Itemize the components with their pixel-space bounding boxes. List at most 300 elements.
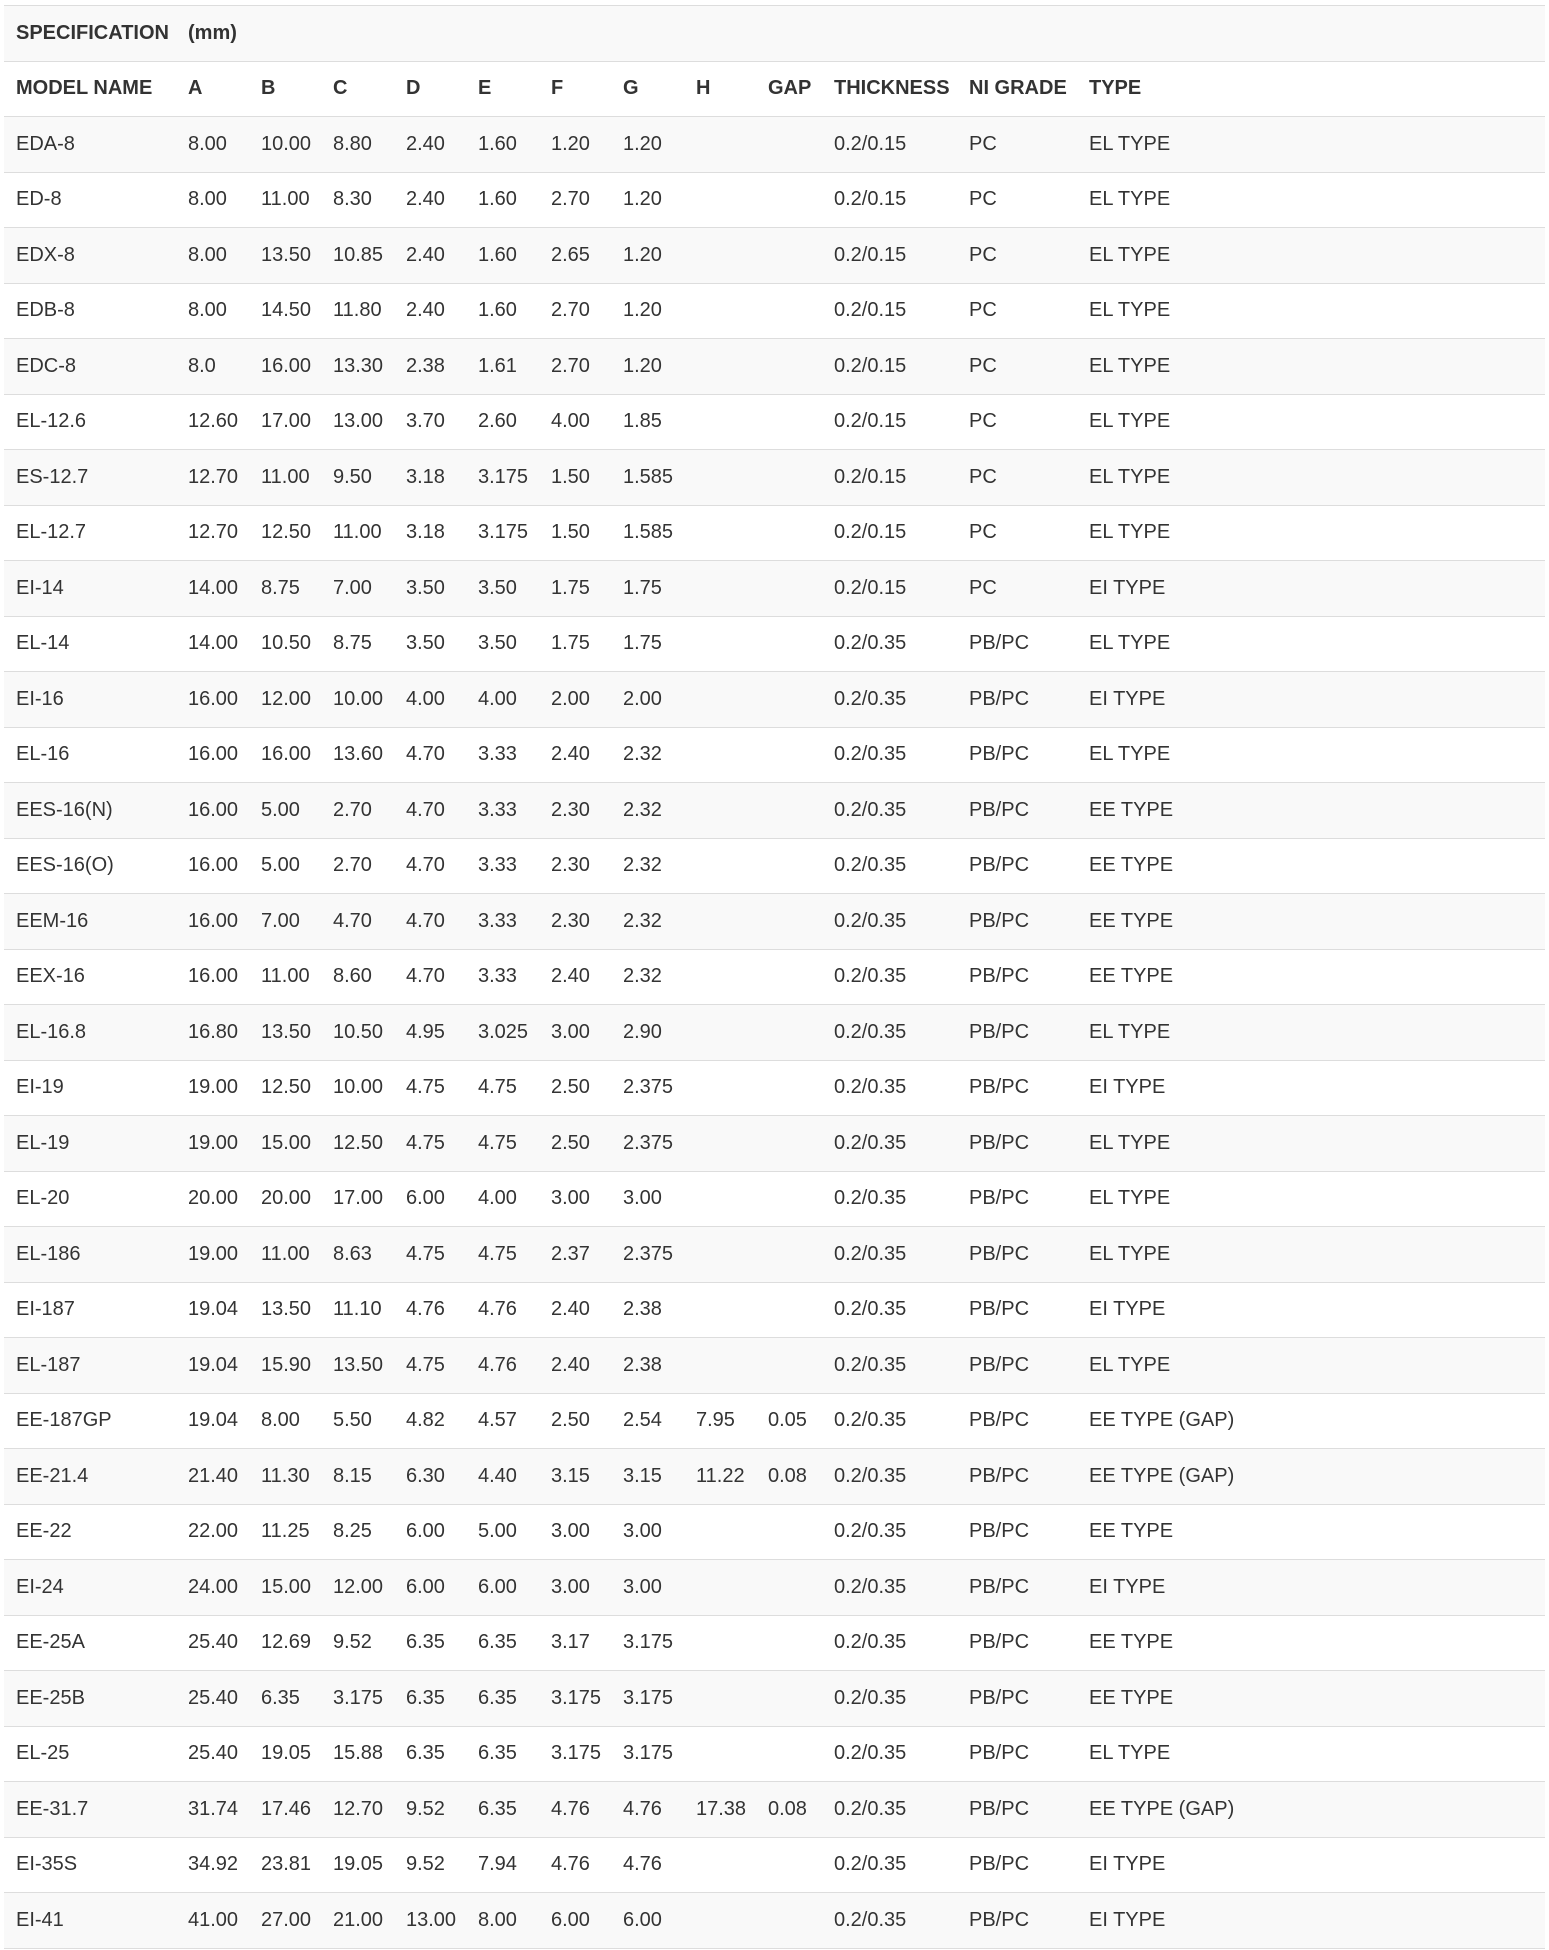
cell-thickness: 0.2/0.35 bbox=[822, 727, 957, 783]
cell-h bbox=[684, 727, 756, 783]
cell-thickness: 0.2/0.15 bbox=[822, 283, 957, 339]
cell-gap bbox=[756, 1060, 822, 1116]
cell-b: 15.00 bbox=[249, 1116, 321, 1172]
cell-b: 8.00 bbox=[249, 1393, 321, 1449]
table-row bbox=[4, 1671, 1545, 1727]
cell-h bbox=[684, 1504, 756, 1560]
cell-f: 2.70 bbox=[539, 172, 611, 228]
cell-g: 2.32 bbox=[611, 894, 684, 950]
cell-gap bbox=[756, 339, 822, 395]
cell-e: 4.40 bbox=[466, 1449, 539, 1505]
cell-e: 3.33 bbox=[466, 783, 539, 839]
cell-b: 27.00 bbox=[249, 1893, 321, 1949]
cell-type: EL TYPE bbox=[1077, 117, 1545, 173]
cell-type: EL TYPE bbox=[1077, 450, 1545, 506]
cell-f: 2.00 bbox=[539, 672, 611, 728]
col-header-g: G bbox=[611, 61, 684, 117]
table-row bbox=[4, 1726, 1545, 1782]
cell-thickness: 0.2/0.35 bbox=[822, 1504, 957, 1560]
cell-g: 4.76 bbox=[611, 1782, 684, 1838]
cell-h bbox=[684, 1837, 756, 1893]
cell-e: 4.76 bbox=[466, 1282, 539, 1338]
cell-d: 6.35 bbox=[394, 1671, 466, 1727]
column-header-row bbox=[4, 61, 1545, 117]
cell-gap bbox=[756, 1171, 822, 1227]
cell-h bbox=[684, 339, 756, 395]
cell-h bbox=[684, 1893, 756, 1949]
cell-gap bbox=[756, 172, 822, 228]
cell-e: 4.00 bbox=[466, 672, 539, 728]
cell-b: 5.00 bbox=[249, 783, 321, 839]
cell-thickness: 0.2/0.15 bbox=[822, 394, 957, 450]
cell-thickness: 0.2/0.35 bbox=[822, 1726, 957, 1782]
cell-b: 13.50 bbox=[249, 1282, 321, 1338]
cell-b: 14.50 bbox=[249, 283, 321, 339]
cell-h bbox=[684, 1171, 756, 1227]
cell-h bbox=[684, 394, 756, 450]
cell-h bbox=[684, 1005, 756, 1061]
col-header-a: A bbox=[176, 61, 249, 117]
cell-ni-grade: PC bbox=[957, 228, 1077, 284]
cell-g: 2.00 bbox=[611, 672, 684, 728]
cell-h bbox=[684, 172, 756, 228]
table-row bbox=[4, 1338, 1545, 1394]
cell-f: 4.00 bbox=[539, 394, 611, 450]
cell-h: 17.38 bbox=[684, 1782, 756, 1838]
cell-d: 4.75 bbox=[394, 1116, 466, 1172]
col-header-b: B bbox=[249, 61, 321, 117]
cell-d: 4.76 bbox=[394, 1282, 466, 1338]
cell-b: 7.00 bbox=[249, 894, 321, 950]
cell-h bbox=[684, 894, 756, 950]
cell-c: 21.00 bbox=[321, 1893, 394, 1949]
cell-d: 6.00 bbox=[394, 1504, 466, 1560]
cell-f: 2.40 bbox=[539, 1282, 611, 1338]
col-header-model-name: MODEL NAME bbox=[4, 61, 176, 117]
cell-ni-grade: PC bbox=[957, 339, 1077, 395]
cell-b: 11.30 bbox=[249, 1449, 321, 1505]
cell-ni-grade: PB/PC bbox=[957, 1449, 1077, 1505]
cell-model-name: EE-25B bbox=[4, 1671, 176, 1727]
cell-thickness: 0.2/0.35 bbox=[822, 1005, 957, 1061]
cell-e: 3.175 bbox=[466, 505, 539, 561]
table-row bbox=[4, 672, 1545, 728]
cell-model-name: EEX-16 bbox=[4, 949, 176, 1005]
cell-c: 11.00 bbox=[321, 505, 394, 561]
table-row bbox=[4, 838, 1545, 894]
cell-model-name: EI-187 bbox=[4, 1282, 176, 1338]
cell-c: 8.80 bbox=[321, 117, 394, 173]
cell-a: 12.70 bbox=[176, 450, 249, 506]
cell-b: 12.50 bbox=[249, 1060, 321, 1116]
cell-model-name: ES-12.7 bbox=[4, 450, 176, 506]
cell-type: EE TYPE bbox=[1077, 1615, 1545, 1671]
cell-c: 8.30 bbox=[321, 172, 394, 228]
cell-h bbox=[684, 450, 756, 506]
cell-b: 15.00 bbox=[249, 1560, 321, 1616]
cell-type: EE TYPE bbox=[1077, 949, 1545, 1005]
cell-gap bbox=[756, 838, 822, 894]
cell-ni-grade: PB/PC bbox=[957, 1504, 1077, 1560]
cell-a: 21.40 bbox=[176, 1449, 249, 1505]
cell-gap bbox=[756, 727, 822, 783]
cell-b: 12.69 bbox=[249, 1615, 321, 1671]
cell-gap bbox=[756, 1504, 822, 1560]
table-row bbox=[4, 1227, 1545, 1283]
cell-g: 2.375 bbox=[611, 1116, 684, 1172]
cell-f: 3.175 bbox=[539, 1671, 611, 1727]
cell-model-name: EL-16 bbox=[4, 727, 176, 783]
table-row bbox=[4, 727, 1545, 783]
cell-h bbox=[684, 616, 756, 672]
table-body bbox=[4, 117, 1545, 1949]
cell-a: 16.80 bbox=[176, 1005, 249, 1061]
cell-e: 1.60 bbox=[466, 172, 539, 228]
cell-type: EL TYPE bbox=[1077, 727, 1545, 783]
cell-model-name: EDC-8 bbox=[4, 339, 176, 395]
cell-d: 6.35 bbox=[394, 1615, 466, 1671]
cell-b: 8.75 bbox=[249, 561, 321, 617]
cell-ni-grade: PB/PC bbox=[957, 1005, 1077, 1061]
cell-h bbox=[684, 1560, 756, 1616]
cell-f: 3.175 bbox=[539, 1726, 611, 1782]
cell-type: EL TYPE bbox=[1077, 1116, 1545, 1172]
cell-a: 34.92 bbox=[176, 1837, 249, 1893]
cell-g: 2.32 bbox=[611, 783, 684, 839]
cell-gap bbox=[756, 505, 822, 561]
cell-d: 9.52 bbox=[394, 1782, 466, 1838]
cell-b: 16.00 bbox=[249, 727, 321, 783]
cell-a: 41.00 bbox=[176, 1893, 249, 1949]
cell-g: 1.75 bbox=[611, 561, 684, 617]
table-row bbox=[4, 1393, 1545, 1449]
cell-d: 3.50 bbox=[394, 561, 466, 617]
cell-d: 3.18 bbox=[394, 450, 466, 506]
cell-b: 19.05 bbox=[249, 1726, 321, 1782]
cell-d: 4.82 bbox=[394, 1393, 466, 1449]
table-row bbox=[4, 1560, 1545, 1616]
cell-d: 3.50 bbox=[394, 616, 466, 672]
table-row bbox=[4, 228, 1545, 284]
cell-e: 1.60 bbox=[466, 228, 539, 284]
cell-type: EL TYPE bbox=[1077, 1726, 1545, 1782]
cell-e: 8.00 bbox=[466, 1893, 539, 1949]
cell-e: 6.35 bbox=[466, 1726, 539, 1782]
table-row bbox=[4, 894, 1545, 950]
cell-b: 15.90 bbox=[249, 1338, 321, 1394]
table-row bbox=[4, 1782, 1545, 1838]
cell-c: 8.63 bbox=[321, 1227, 394, 1283]
cell-d: 6.00 bbox=[394, 1171, 466, 1227]
cell-e: 6.35 bbox=[466, 1782, 539, 1838]
cell-c: 3.175 bbox=[321, 1671, 394, 1727]
cell-g: 2.54 bbox=[611, 1393, 684, 1449]
cell-thickness: 0.2/0.15 bbox=[822, 505, 957, 561]
cell-g: 1.85 bbox=[611, 394, 684, 450]
cell-a: 8.0 bbox=[176, 339, 249, 395]
cell-type: EL TYPE bbox=[1077, 1005, 1545, 1061]
cell-f: 4.76 bbox=[539, 1782, 611, 1838]
cell-d: 3.18 bbox=[394, 505, 466, 561]
cell-b: 6.35 bbox=[249, 1671, 321, 1727]
cell-e: 3.33 bbox=[466, 894, 539, 950]
cell-h bbox=[684, 1060, 756, 1116]
cell-d: 6.00 bbox=[394, 1560, 466, 1616]
cell-d: 4.75 bbox=[394, 1338, 466, 1394]
cell-model-name: EI-19 bbox=[4, 1060, 176, 1116]
cell-model-name: EES-16(O) bbox=[4, 838, 176, 894]
table-row bbox=[4, 1837, 1545, 1893]
cell-e: 1.60 bbox=[466, 283, 539, 339]
cell-b: 13.50 bbox=[249, 228, 321, 284]
cell-thickness: 0.2/0.35 bbox=[822, 1893, 957, 1949]
cell-c: 8.60 bbox=[321, 949, 394, 1005]
cell-b: 17.46 bbox=[249, 1782, 321, 1838]
cell-e: 6.35 bbox=[466, 1671, 539, 1727]
cell-c: 9.52 bbox=[321, 1615, 394, 1671]
cell-thickness: 0.2/0.15 bbox=[822, 117, 957, 173]
cell-ni-grade: PB/PC bbox=[957, 616, 1077, 672]
cell-a: 31.74 bbox=[176, 1782, 249, 1838]
cell-h: 11.22 bbox=[684, 1449, 756, 1505]
cell-f: 1.50 bbox=[539, 450, 611, 506]
spec-table bbox=[4, 5, 1545, 1949]
cell-thickness: 0.2/0.15 bbox=[822, 339, 957, 395]
cell-h bbox=[684, 783, 756, 839]
cell-b: 17.00 bbox=[249, 394, 321, 450]
table-row bbox=[4, 1504, 1545, 1560]
cell-e: 4.75 bbox=[466, 1227, 539, 1283]
table-row bbox=[4, 450, 1545, 506]
cell-thickness: 0.2/0.15 bbox=[822, 450, 957, 506]
cell-model-name: EE-187GP bbox=[4, 1393, 176, 1449]
cell-e: 4.57 bbox=[466, 1393, 539, 1449]
cell-f: 3.15 bbox=[539, 1449, 611, 1505]
cell-h bbox=[684, 1615, 756, 1671]
cell-model-name: EL-25 bbox=[4, 1726, 176, 1782]
cell-thickness: 0.2/0.35 bbox=[822, 783, 957, 839]
cell-d: 2.40 bbox=[394, 172, 466, 228]
cell-a: 19.04 bbox=[176, 1393, 249, 1449]
cell-g: 2.38 bbox=[611, 1338, 684, 1394]
cell-gap bbox=[756, 783, 822, 839]
cell-e: 4.75 bbox=[466, 1116, 539, 1172]
cell-a: 14.00 bbox=[176, 561, 249, 617]
cell-d: 4.75 bbox=[394, 1227, 466, 1283]
cell-ni-grade: PB/PC bbox=[957, 1893, 1077, 1949]
cell-ni-grade: PB/PC bbox=[957, 672, 1077, 728]
cell-e: 3.33 bbox=[466, 949, 539, 1005]
col-header-h: H bbox=[684, 61, 756, 117]
cell-e: 7.94 bbox=[466, 1837, 539, 1893]
cell-g: 2.32 bbox=[611, 838, 684, 894]
cell-ni-grade: PC bbox=[957, 172, 1077, 228]
cell-thickness: 0.2/0.35 bbox=[822, 672, 957, 728]
cell-gap bbox=[756, 1005, 822, 1061]
cell-h bbox=[684, 1227, 756, 1283]
cell-d: 4.95 bbox=[394, 1005, 466, 1061]
cell-type: EL TYPE bbox=[1077, 283, 1545, 339]
cell-thickness: 0.2/0.35 bbox=[822, 1393, 957, 1449]
cell-model-name: EDB-8 bbox=[4, 283, 176, 339]
cell-gap bbox=[756, 228, 822, 284]
cell-g: 2.32 bbox=[611, 949, 684, 1005]
cell-d: 6.35 bbox=[394, 1726, 466, 1782]
cell-c: 10.00 bbox=[321, 1060, 394, 1116]
spec-header-row bbox=[4, 6, 1545, 62]
table-row bbox=[4, 1282, 1545, 1338]
cell-g: 4.76 bbox=[611, 1837, 684, 1893]
cell-h bbox=[684, 949, 756, 1005]
cell-g: 3.00 bbox=[611, 1504, 684, 1560]
cell-b: 10.00 bbox=[249, 117, 321, 173]
cell-model-name: EL-186 bbox=[4, 1227, 176, 1283]
cell-gap bbox=[756, 894, 822, 950]
cell-c: 15.88 bbox=[321, 1726, 394, 1782]
cell-gap bbox=[756, 1282, 822, 1338]
cell-f: 2.50 bbox=[539, 1060, 611, 1116]
cell-gap: 0.05 bbox=[756, 1393, 822, 1449]
cell-f: 2.70 bbox=[539, 339, 611, 395]
cell-e: 1.60 bbox=[466, 117, 539, 173]
cell-thickness: 0.2/0.35 bbox=[822, 1782, 957, 1838]
table-row bbox=[4, 1116, 1545, 1172]
cell-ni-grade: PB/PC bbox=[957, 1116, 1077, 1172]
cell-b: 11.25 bbox=[249, 1504, 321, 1560]
cell-h bbox=[684, 561, 756, 617]
cell-model-name: EE-25A bbox=[4, 1615, 176, 1671]
cell-e: 3.50 bbox=[466, 616, 539, 672]
cell-a: 22.00 bbox=[176, 1504, 249, 1560]
cell-g: 3.175 bbox=[611, 1615, 684, 1671]
cell-type: EE TYPE (GAP) bbox=[1077, 1449, 1545, 1505]
table-row bbox=[4, 505, 1545, 561]
cell-gap: 0.08 bbox=[756, 1782, 822, 1838]
cell-f: 3.00 bbox=[539, 1005, 611, 1061]
cell-ni-grade: PB/PC bbox=[957, 1227, 1077, 1283]
cell-e: 1.61 bbox=[466, 339, 539, 395]
cell-c: 13.50 bbox=[321, 1338, 394, 1394]
cell-b: 20.00 bbox=[249, 1171, 321, 1227]
cell-a: 19.00 bbox=[176, 1116, 249, 1172]
cell-thickness: 0.2/0.35 bbox=[822, 894, 957, 950]
cell-type: EI TYPE bbox=[1077, 1837, 1545, 1893]
cell-d: 13.00 bbox=[394, 1893, 466, 1949]
cell-ni-grade: PB/PC bbox=[957, 1837, 1077, 1893]
cell-b: 11.00 bbox=[249, 172, 321, 228]
cell-gap bbox=[756, 117, 822, 173]
cell-e: 4.00 bbox=[466, 1171, 539, 1227]
cell-d: 4.70 bbox=[394, 949, 466, 1005]
cell-h bbox=[684, 228, 756, 284]
cell-a: 16.00 bbox=[176, 838, 249, 894]
cell-ni-grade: PC bbox=[957, 117, 1077, 173]
cell-f: 2.40 bbox=[539, 727, 611, 783]
cell-model-name: EL-12.6 bbox=[4, 394, 176, 450]
cell-d: 2.38 bbox=[394, 339, 466, 395]
col-header-ni-grade: NI GRADE bbox=[957, 61, 1077, 117]
cell-ni-grade: PB/PC bbox=[957, 1393, 1077, 1449]
cell-e: 3.175 bbox=[466, 450, 539, 506]
cell-d: 2.40 bbox=[394, 117, 466, 173]
cell-ni-grade: PB/PC bbox=[957, 894, 1077, 950]
cell-a: 16.00 bbox=[176, 672, 249, 728]
cell-f: 2.30 bbox=[539, 783, 611, 839]
cell-d: 2.40 bbox=[394, 228, 466, 284]
cell-gap bbox=[756, 1671, 822, 1727]
cell-type: EI TYPE bbox=[1077, 561, 1545, 617]
cell-type: EE TYPE bbox=[1077, 1504, 1545, 1560]
cell-f: 1.75 bbox=[539, 616, 611, 672]
cell-ni-grade: PB/PC bbox=[957, 1726, 1077, 1782]
cell-a: 25.40 bbox=[176, 1615, 249, 1671]
cell-thickness: 0.2/0.35 bbox=[822, 838, 957, 894]
cell-g: 3.00 bbox=[611, 1560, 684, 1616]
cell-ni-grade: PC bbox=[957, 394, 1077, 450]
cell-c: 8.75 bbox=[321, 616, 394, 672]
cell-thickness: 0.2/0.35 bbox=[822, 1171, 957, 1227]
table-row bbox=[4, 783, 1545, 839]
col-header-f: F bbox=[539, 61, 611, 117]
cell-d: 4.70 bbox=[394, 894, 466, 950]
cell-h: 7.95 bbox=[684, 1393, 756, 1449]
cell-g: 2.375 bbox=[611, 1227, 684, 1283]
cell-c: 19.05 bbox=[321, 1837, 394, 1893]
table-row bbox=[4, 616, 1545, 672]
cell-h bbox=[684, 1726, 756, 1782]
cell-a: 19.00 bbox=[176, 1227, 249, 1283]
cell-d: 2.40 bbox=[394, 283, 466, 339]
cell-type: EE TYPE bbox=[1077, 838, 1545, 894]
cell-b: 23.81 bbox=[249, 1837, 321, 1893]
cell-f: 2.65 bbox=[539, 228, 611, 284]
cell-gap bbox=[756, 949, 822, 1005]
cell-ni-grade: PB/PC bbox=[957, 783, 1077, 839]
cell-gap bbox=[756, 1726, 822, 1782]
cell-ni-grade: PB/PC bbox=[957, 949, 1077, 1005]
cell-e: 6.00 bbox=[466, 1560, 539, 1616]
cell-f: 1.75 bbox=[539, 561, 611, 617]
cell-gap bbox=[756, 1116, 822, 1172]
cell-type: EL TYPE bbox=[1077, 505, 1545, 561]
table-row bbox=[4, 117, 1545, 173]
cell-c: 13.00 bbox=[321, 394, 394, 450]
cell-ni-grade: PC bbox=[957, 450, 1077, 506]
cell-g: 1.20 bbox=[611, 228, 684, 284]
cell-type: EL TYPE bbox=[1077, 339, 1545, 395]
col-header-gap: GAP bbox=[756, 61, 822, 117]
table-row bbox=[4, 1005, 1545, 1061]
cell-b: 13.50 bbox=[249, 1005, 321, 1061]
cell-model-name: EE-21.4 bbox=[4, 1449, 176, 1505]
cell-ni-grade: PC bbox=[957, 283, 1077, 339]
cell-type: EL TYPE bbox=[1077, 394, 1545, 450]
table-row bbox=[4, 283, 1545, 339]
cell-ni-grade: PB/PC bbox=[957, 1171, 1077, 1227]
cell-f: 4.76 bbox=[539, 1837, 611, 1893]
cell-c: 4.70 bbox=[321, 894, 394, 950]
cell-a: 19.04 bbox=[176, 1282, 249, 1338]
cell-model-name: EI-24 bbox=[4, 1560, 176, 1616]
table-row bbox=[4, 1893, 1545, 1949]
cell-type: EI TYPE bbox=[1077, 1893, 1545, 1949]
cell-e: 6.35 bbox=[466, 1615, 539, 1671]
cell-f: 2.50 bbox=[539, 1116, 611, 1172]
cell-g: 2.32 bbox=[611, 727, 684, 783]
cell-a: 12.60 bbox=[176, 394, 249, 450]
cell-h bbox=[684, 117, 756, 173]
cell-thickness: 0.2/0.15 bbox=[822, 172, 957, 228]
